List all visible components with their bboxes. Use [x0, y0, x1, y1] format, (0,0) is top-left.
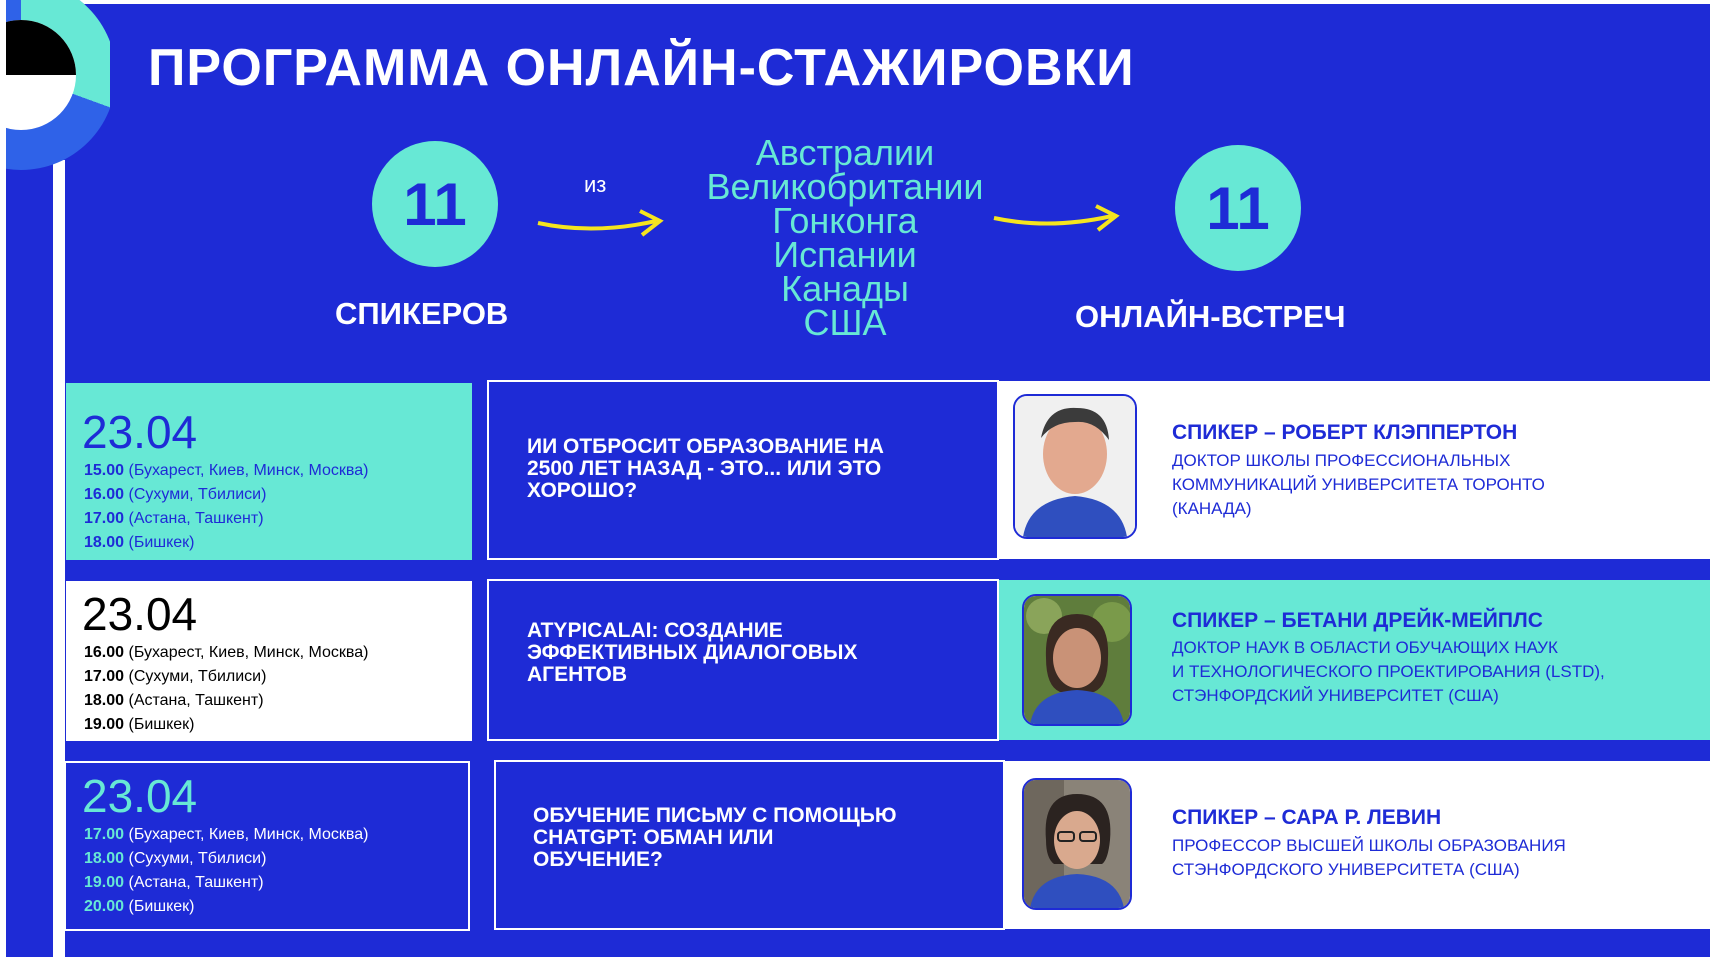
session-topic: ИИ ОТБРОСИТ ОБРАЗОВАНИЕ НА 2500 ЛЕТ НАЗАД - ЭТО... ИЛИ ЭТО ХОРОШО?	[527, 435, 884, 502]
left-edge	[0, 0, 5, 957]
speaker-description: ПРОФЕССОР ВЫСШЕЙ ШКОЛЫ ОБРАЗОВАНИЯ СТЭНФОРДСКОГО УНИВЕРСИТЕТА (США)	[1172, 836, 1566, 879]
time-row: 19.00 (Бишкек)	[84, 716, 195, 733]
session-date: 23.04	[82, 770, 198, 822]
country: Гонконга	[772, 200, 918, 241]
brand-logo-icon	[6, 0, 110, 180]
speaker-description: ДОКТОР НАУК В ОБЛАСТИ ОБУЧАЮЩИХ НАУК И ТЕХНОЛОГИЧЕСКОГО ПРОЕКТИРОВАНИЯ (LSTD), СТЭНФОРДСКИЙ УНИВЕРСИТЕТ (США)	[1172, 638, 1605, 705]
time-row: 16.00 (Бухарест, Киев, Минск, Москва)	[84, 644, 369, 661]
time-row: 17.00 (Бухарест, Киев, Минск, Москва)	[84, 826, 369, 843]
countries-list	[650, 132, 1040, 343]
session-date-box	[64, 761, 470, 931]
country: США	[803, 302, 887, 343]
session-topic: ОБУЧЕНИЕ ПИСЬМУ С ПОМОЩЬЮ CHATGPT: ОБМАН ИЛИ ОБУЧЕНИЕ?	[533, 804, 897, 871]
time-row: 18.00 (Сухуми, Тбилиси)	[84, 850, 267, 867]
speakers-count-circle: 11	[372, 141, 498, 267]
time-row: 15.00 (Бухарест, Киев, Минск, Москва)	[84, 462, 369, 479]
page-title: ПРОГРАММА ОНЛАЙН-СТАЖИРОВКИ	[148, 39, 1135, 97]
speaker-name: СПИКЕР – БЕТАНИ ДРЕЙК-МЕЙПЛС	[1172, 609, 1543, 632]
speaker-name: СПИКЕР – САРА Р. ЛЕВИН	[1172, 806, 1442, 829]
speaker-photo	[1022, 594, 1132, 726]
session-date: 23.04	[82, 406, 198, 458]
time-row: 18.00 (Бишкек)	[84, 534, 195, 551]
speakers-label: СПИКЕРОВ	[335, 296, 509, 331]
speaker-photo	[1022, 778, 1132, 910]
speaker-name: СПИКЕР – РОБЕРТ КЛЭППЕРТОН	[1172, 421, 1518, 444]
speaker-photo	[1013, 394, 1137, 539]
meetings-count-circle: 11	[1175, 145, 1301, 271]
time-row: 17.00 (Сухуми, Тбилиси)	[84, 668, 267, 685]
session-date-box	[66, 383, 472, 560]
country: Великобритании	[706, 166, 984, 207]
country: Испании	[773, 234, 917, 275]
speaker-description: ДОКТОР ШКОЛЫ ПРОФЕССИОНАЛЬНЫХ КОММУНИКАЦИЙ УНИВЕРСИТЕТА ТОРОНТО (КАНАДА)	[1172, 451, 1545, 518]
country: Австралии	[755, 132, 935, 173]
from-word: из	[584, 172, 607, 197]
session-topic: ATYPICALAI: СОЗДАНИЕ ЭФФЕКТИВНЫХ ДИАЛОГОВЫХ АГЕНТОВ	[527, 619, 858, 686]
country: Канады	[781, 268, 909, 309]
arrow-icon	[534, 205, 669, 245]
time-row: 17.00 (Астана, Ташкент)	[84, 510, 264, 527]
time-row: 18.00 (Астана, Ташкент)	[84, 692, 264, 709]
time-row: 19.00 (Астана, Ташкент)	[84, 874, 264, 891]
session-date: 23.04	[82, 588, 198, 640]
session-date-box	[66, 581, 472, 741]
meetings-label: ОНЛАЙН-ВСТРЕЧ	[1075, 299, 1346, 334]
time-row: 16.00 (Сухуми, Тбилиси)	[84, 486, 267, 503]
arrow-icon	[990, 202, 1125, 242]
time-row: 20.00 (Бишкек)	[84, 898, 195, 915]
